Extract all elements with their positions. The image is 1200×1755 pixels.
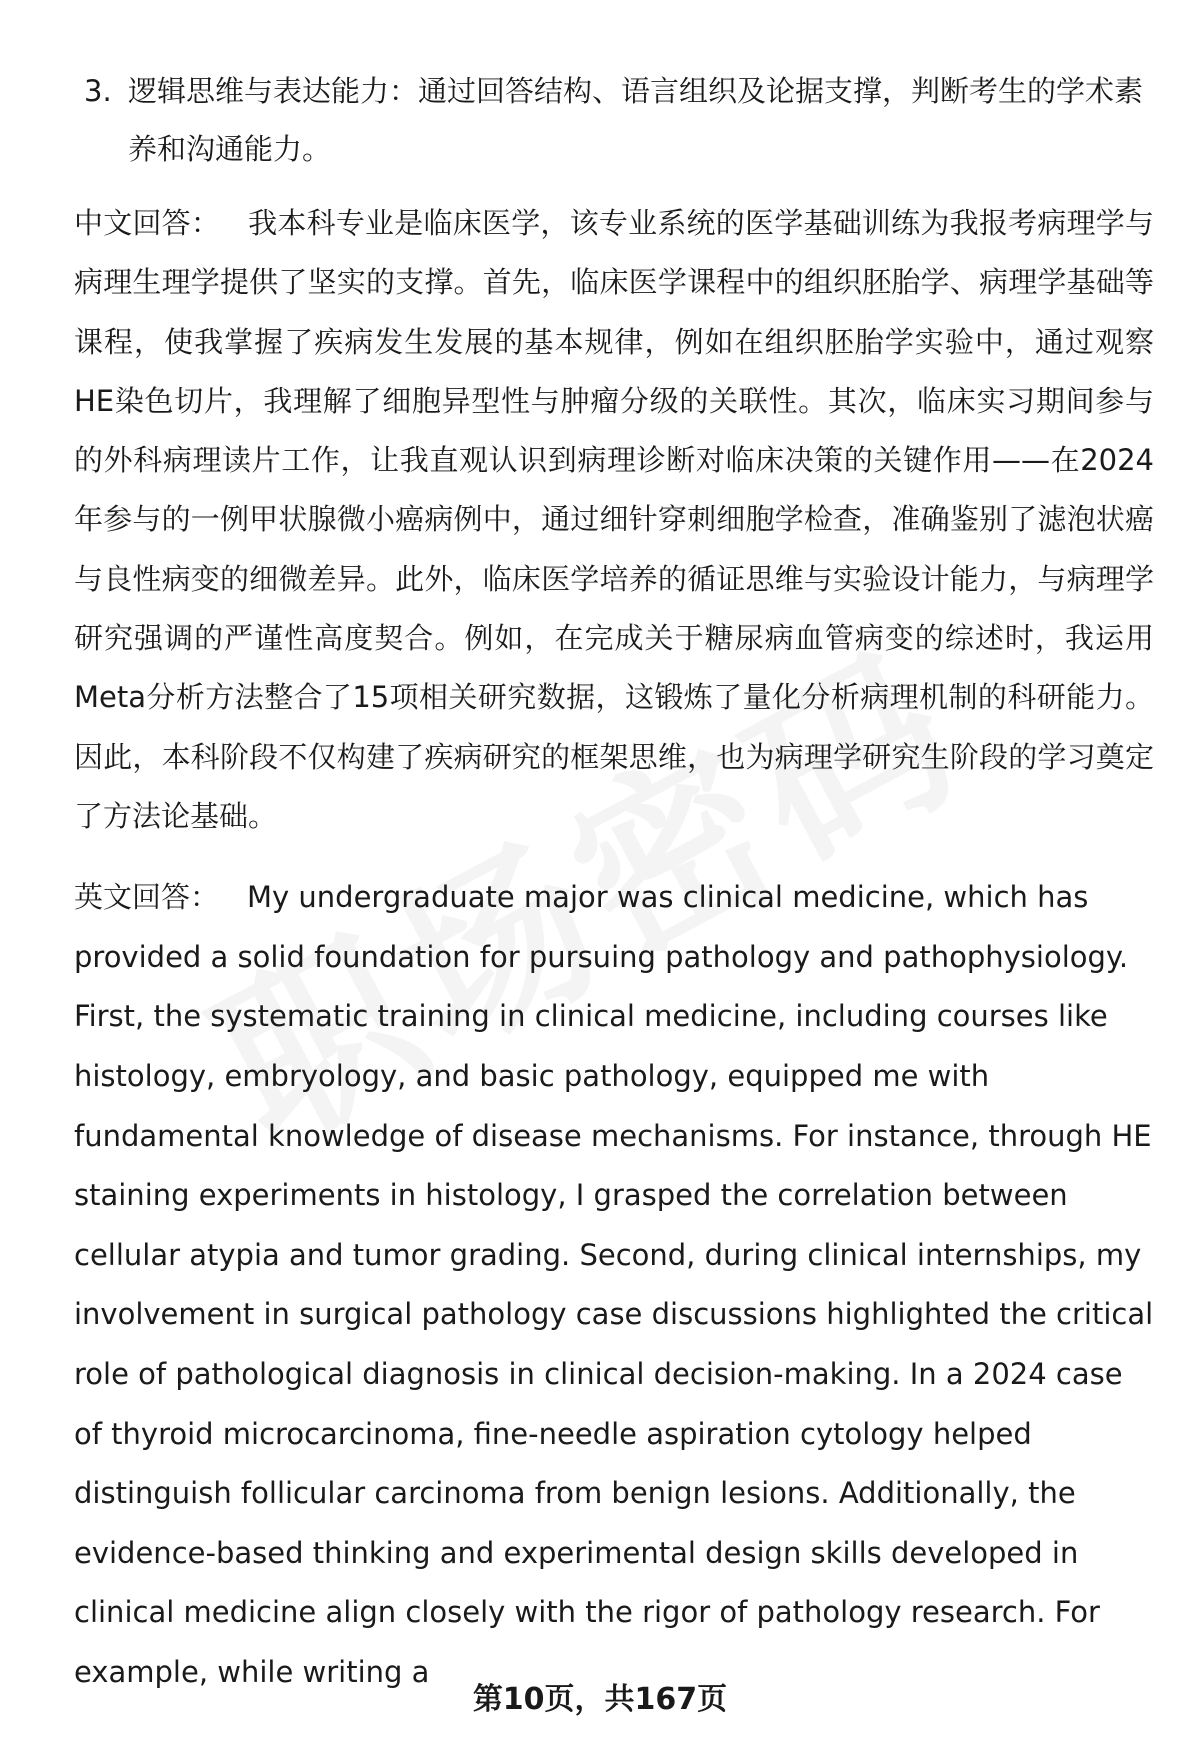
page-content xyxy=(74,62,1154,1703)
english-answer-label: 英文回答： xyxy=(74,880,220,915)
page-footer xyxy=(0,1674,1200,1718)
page-indicator: 第10页，共167页 xyxy=(472,1682,728,1717)
english-answer-paragraph xyxy=(74,868,1154,1702)
chinese-answer-label: 中文回答： xyxy=(74,206,221,240)
chinese-answer-paragraph xyxy=(74,194,1154,846)
list-item-number: 3. xyxy=(84,74,112,108)
english-answer-text: My undergraduate major was clinical medicine, which has provided a solid foundation for pursuing pathology and pathophysiology. First, the systematic training in clinical medicine, including courses like histology, embryology, and basic pathology, equipped me with fundamental knowledge of disease mechanisms. For instance, through HE staining experiments in histology, I grasped the correlation between cellular atypia and tumor grading. Second, during clinical internships, my involvement in surgical pathology case discussions highlighted the critical role of pathological diagnosis in clinical decision-making. In a 2024 case of thyroid microcarcinoma, fine-needle aspiration cytology helped distinguish follicular carcinoma from benign lesions. Additionally, the evidence-based thinking and experimental design skills developed in clinical medicine align closely with the rigor of pathology research. For example, while writing a xyxy=(74,880,1154,1689)
list-item-3 xyxy=(74,62,1154,178)
chinese-answer-text: 我本科专业是临床医学，该专业系统的医学基础训练为我报考病理学与病理生理学提供了坚实的支撑。首先，临床医学课程中的组织胚胎学、病理学基础等课程，使我掌握了疾病发生发展的基本规律，例如在组织胚胎学实验中，通过观察HE染色切片，我理解了细胞异型性与肿瘤分级的关联性。其次，临床实习期间参与的外科病理读片工作，让我直观认识到病理诊断对临床决策的关键作用——在2024年参与的一例甲状腺微小癌病例中，通过细针穿刺细胞学检查，准确鉴别了滤泡状癌与良性病变的细微差异。此外，临床医学培养的循证思维与实验设计能力，与病理学研究强调的严谨性高度契合。例如，在完成关于糖尿病血管病变的综述时，我运用Meta分析方法整合了15项相关研究数据，这锻炼了量化分析病理机制的科研能力。因此，本科阶段不仅构建了疾病研究的框架思维，也为病理学研究生阶段的学习奠定了方法论基础。 xyxy=(74,206,1154,833)
list-item-text: 逻辑思维与表达能力：通过回答结构、语言组织及论据支撑，判断考生的学术素养和沟通能力。 xyxy=(128,74,1144,166)
